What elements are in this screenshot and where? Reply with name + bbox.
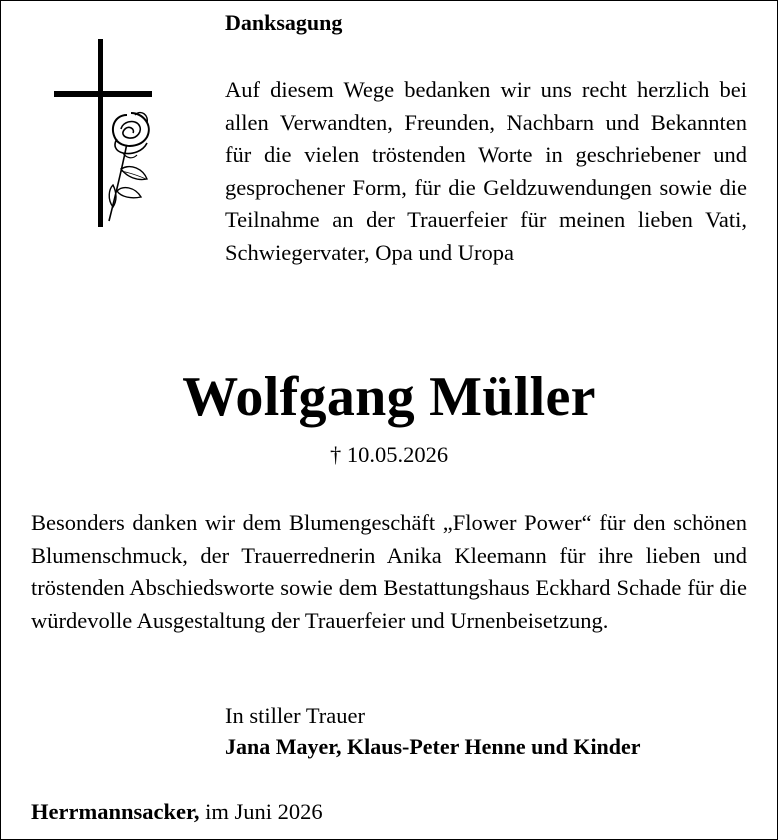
mourners-names: Jana Mayer, Klaus-Peter Henne und Kinder <box>225 734 641 759</box>
place-date: im Juni 2026 <box>199 799 323 824</box>
intro-text: Auf diesem Wege bedanken wir uns recht herzlich bei allen Verwandten, Freunden, Nachbarn und Bekannten für die vielen tröstenden Worte in geschriebener und gesprochener Form, für die Geldzuwendungen sowie die Teilnahme an der Trauerfeier für meinen lieben Vati, Schwiegervater, Opa und Uropa <box>225 77 747 265</box>
death-date: † 10.05.2026 <box>329 442 449 467</box>
thanks-text: Besonders danken wir dem Blumengeschäft „Flower Power“ für den schönen Blumenschmuck, der Trauerrednerin Anika Kleemann für ihre lieben und tröstenden Abschiedsworte sowie dem Bestattungshaus Eckhard Schade für die würdevolle Ausgestaltung der Trauerfeier und Urnenbeisetzung. <box>31 510 747 633</box>
notice-heading: Danksagung <box>225 10 343 35</box>
mourning-label: In stiller Trauer <box>225 703 365 728</box>
cross-with-rose-icon <box>51 39 157 229</box>
place-date-line <box>31 799 323 825</box>
place-name: Herrmannsacker, <box>31 799 200 824</box>
deceased-name: Wolfgang Müller <box>182 366 596 428</box>
